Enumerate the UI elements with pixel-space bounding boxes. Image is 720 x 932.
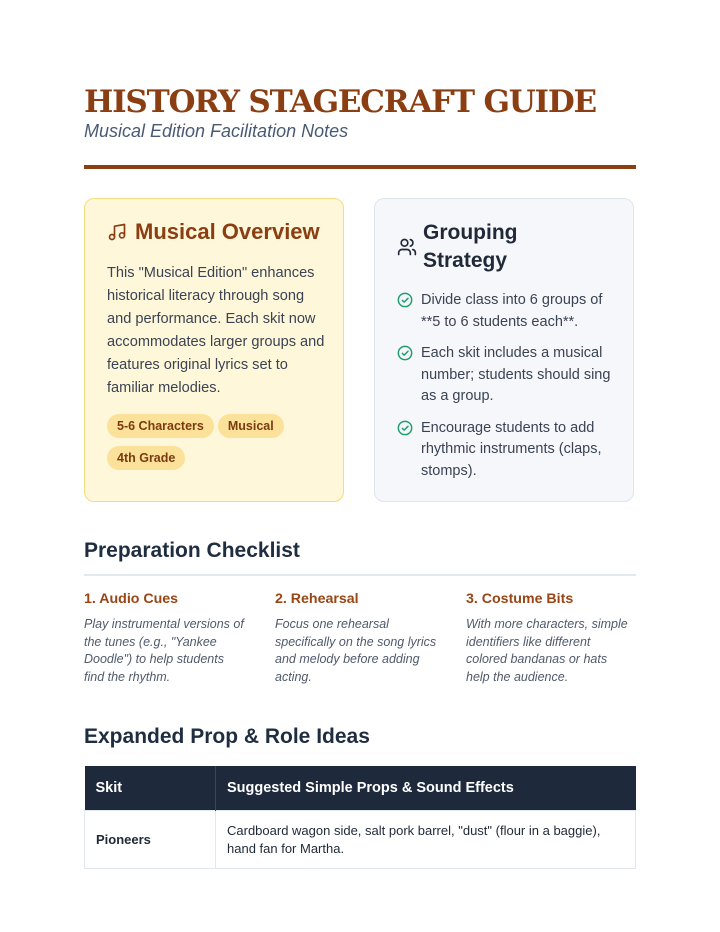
overview-text: This "Musical Edition" enhances historical literacy through song and performance. Each skit now accommodates larger groups and features original lyrics set to familiar melodies. — [107, 265, 325, 396]
check-circle-icon — [397, 420, 413, 436]
musical-overview-card — [84, 198, 344, 502]
table-header-row — [85, 766, 636, 810]
page-subtitle: Musical Edition Facilitation Notes — [84, 121, 349, 141]
step-text: Focus one rehearsal specifically on the song lyrics and melody before adding acting. — [275, 617, 437, 684]
grouping-header — [397, 219, 573, 275]
tag-characters: 5-6 Characters — [107, 414, 214, 438]
skit-cell: Pioneers — [85, 810, 216, 868]
step-text: Play instrumental versions of the tunes (e.g., "Yankee Doodle") to help students find the rhythm. — [84, 617, 244, 684]
checklist-divider — [84, 574, 636, 576]
step-title: 2. Rehearsal — [275, 591, 359, 607]
column-header-props: Suggested Simple Props & Sound Effects — [216, 766, 636, 810]
users-icon — [397, 237, 417, 257]
checklist-step-audio — [84, 591, 249, 686]
tag-musical: Musical — [218, 414, 284, 438]
step-title: 3. Costume Bits — [466, 591, 574, 607]
props-table — [84, 766, 636, 869]
props-cell: Cardboard wagon side, salt pork barrel, "dust" (flour in a baggie), hand fan for Martha. — [216, 810, 636, 868]
step-title: 1. Audio Cues — [84, 591, 179, 607]
overview-tags — [107, 414, 337, 478]
grouping-title: Grouping Strategy — [423, 221, 518, 272]
check-circle-icon — [397, 345, 413, 361]
props-heading: Expanded Prop & Role Ideas — [84, 725, 370, 748]
checklist-step-costume — [466, 591, 631, 686]
overview-title: Musical Overview — [135, 219, 320, 244]
music-note-icon — [107, 222, 127, 242]
grouping-item-text: Encourage students to add rhythmic instruments (claps, stomps). — [421, 419, 602, 479]
step-text: With more characters, simple identifiers like different colored bandanas or hats help the audience. — [466, 617, 628, 684]
checklist-heading: Preparation Checklist — [84, 539, 300, 562]
list-item — [397, 343, 622, 408]
grouping-list — [397, 290, 622, 492]
page-title: HISTORY STAGECRAFT GUIDE — [84, 84, 596, 120]
grouping-item-text: Divide class into 6 groups of **5 to 6 students each**. — [421, 292, 603, 330]
column-header-skit: Skit — [85, 766, 216, 810]
overview-header — [107, 219, 320, 245]
tag-grade: 4th Grade — [107, 446, 185, 470]
checklist-step-rehearsal — [275, 591, 440, 686]
title-divider — [84, 165, 636, 169]
list-item — [397, 418, 622, 483]
list-item — [397, 290, 622, 333]
grouping-item-text: Each skit includes a musical number; students should sing as a group. — [421, 345, 611, 404]
grouping-strategy-card — [374, 198, 634, 502]
table-row — [85, 810, 636, 868]
check-circle-icon — [397, 292, 413, 308]
